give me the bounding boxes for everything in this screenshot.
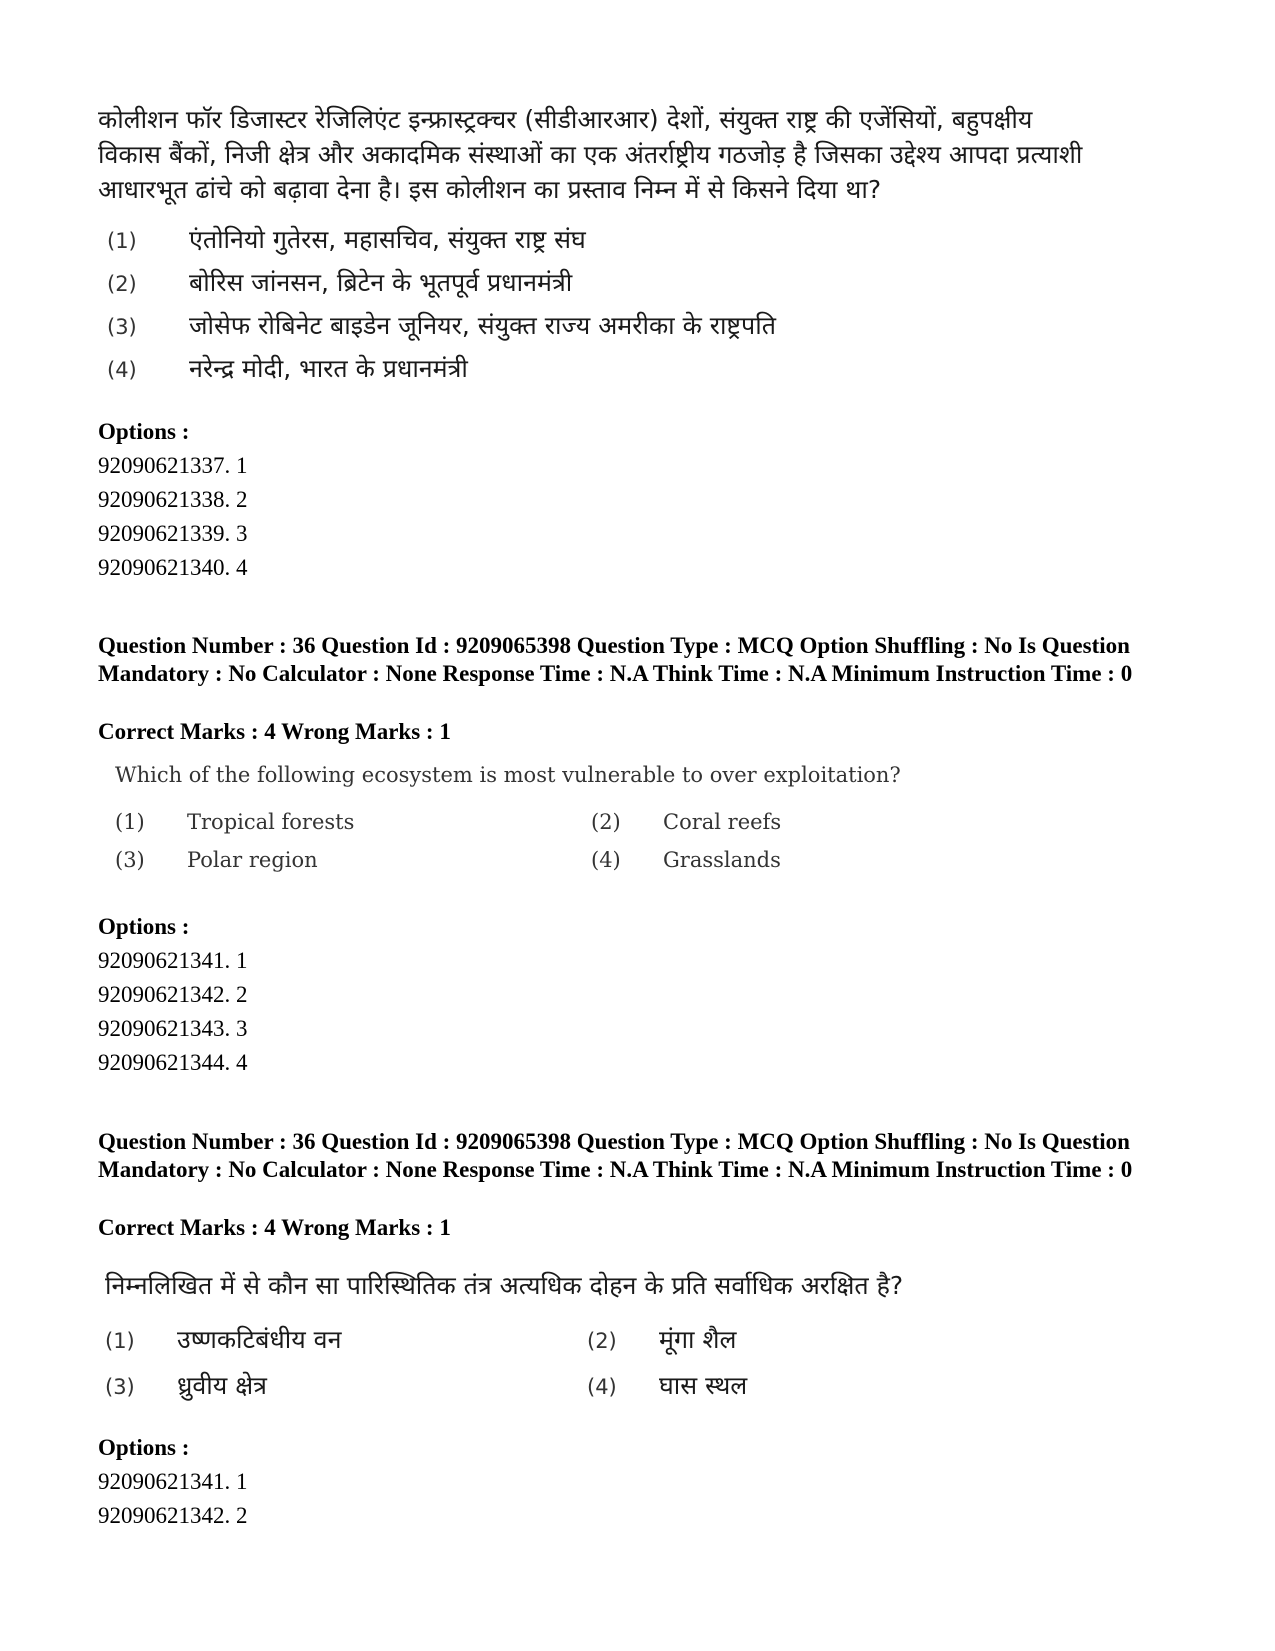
choice-number: (4) [107, 358, 137, 382]
option-line: 92090621344. 4 [98, 1050, 248, 1075]
choice-text: नरेन्द्र मोदी, भारत के प्रधानमंत्री [189, 354, 468, 383]
question-3-marks: Correct Marks : 4 Wrong Marks : 1 [98, 1215, 451, 1240]
option-line: 92090621337. 1 [98, 453, 248, 478]
choice-number: (1) [107, 229, 137, 253]
question-2-text: Which of the following ecosystem is most vulnerable to over exploitation? [115, 763, 901, 787]
choice-item [98, 351, 1205, 394]
choice-number: (3) [107, 315, 137, 339]
options-heading: Options : [98, 419, 190, 444]
question-2-marks: Correct Marks : 4 Wrong Marks : 1 [98, 719, 451, 744]
choice-item [587, 1368, 987, 1402]
choice-text: उष्णकटिबंधीय वन [177, 1325, 342, 1354]
choice-number: (4) [591, 848, 621, 872]
choice-text: Coral reefs [663, 810, 782, 834]
options-heading: Options : [98, 914, 190, 939]
choice-item [115, 848, 591, 872]
choice-item [105, 1322, 587, 1356]
option-line: 92090621339. 3 [98, 521, 248, 546]
option-line: 92090621340. 4 [98, 555, 248, 580]
choice-text: Polar region [187, 848, 318, 872]
choice-text: Tropical forests [187, 810, 355, 834]
choice-text: जोसेफ रोबिनेट बाइडेन जूनियर, संयुक्त राज्य अमरीका के राष्ट्रपति [189, 311, 776, 340]
choice-number: (2) [591, 810, 621, 834]
options-list-1 [98, 415, 1205, 585]
choice-item [98, 308, 1205, 351]
choice-text: Grasslands [663, 848, 781, 872]
choice-number: (1) [105, 1329, 135, 1353]
choice-text: एंतोनियो गुतेरस, महासचिव, संयुक्त राष्ट्र संघ [189, 225, 586, 254]
question-3-text-hindi: निम्नलिखित में से कौन सा पारिस्थितिक तंत्र अत्यधिक दोहन के प्रति सर्वाधिक अरक्षित है? [105, 1271, 904, 1300]
option-line: 92090621341. 1 [98, 948, 248, 973]
choice-number: (2) [587, 1329, 617, 1353]
option-line: 92090621341. 1 [98, 1469, 248, 1494]
option-line: 92090621343. 3 [98, 1016, 248, 1041]
choice-text: मूंगा शैल [659, 1325, 737, 1354]
choice-item [591, 848, 991, 872]
question-3-meta: Question Number : 36 Question Id : 9209065398 Question Type : MCQ Option Shuffling : No Is Question Mandatory : No Calculator : None Response Time : N.A Think Time : N.A Minimum Instruction Time : 0 [98, 1129, 1133, 1182]
choice-item [98, 222, 1205, 265]
option-line: 92090621342. 2 [98, 982, 248, 1007]
choice-item [587, 1322, 987, 1356]
option-line: 92090621342. 2 [98, 1503, 248, 1528]
question-2-choices [115, 810, 1205, 872]
choice-number: (3) [105, 1375, 135, 1399]
question-1-choices [98, 222, 1205, 394]
choice-item [591, 810, 991, 834]
choice-number: (1) [115, 810, 145, 834]
choice-number: (2) [107, 272, 137, 296]
option-line: 92090621338. 2 [98, 487, 248, 512]
choice-number: (4) [587, 1375, 617, 1399]
question-3-choices [105, 1322, 1205, 1402]
options-heading: Options : [98, 1435, 190, 1460]
question-2-meta: Question Number : 36 Question Id : 9209065398 Question Type : MCQ Option Shuffling : No Is Question Mandatory : No Calculator : None Response Time : N.A Think Time : N.A Minimum Instruction Time : 0 [98, 633, 1133, 686]
choice-number: (3) [115, 848, 145, 872]
choice-text: ध्रुवीय क्षेत्र [177, 1371, 267, 1400]
options-list-2 [98, 910, 1205, 1080]
choice-item [115, 810, 591, 834]
choice-text: बोरिस जांनसन, ब्रिटेन के भूतपूर्व प्रधानमंत्री [189, 268, 573, 297]
choice-item [98, 265, 1205, 308]
options-list-3 [98, 1431, 1205, 1533]
choice-item [105, 1368, 587, 1402]
question-1-text-hindi: कोलीशन फॉर डिजास्टर रेजिलिएंट इन्फ्रास्ट्रक्चर (सीडीआरआर) देशों, संयुक्त राष्ट्र की एजेंसियों, बहुपक्षीय विकास बैंकों, निजी क्षेत्र और अकादमिक संस्थाओं का एक अंतर्राष्ट्रीय गठजोड़ है जिसका उद्देश्य आपदा प्रत्याशी आधारभूत ढांचे को बढ़ावा देना है। इस कोलीशन का प्रस्ताव निम्न में से किसने दिया था? [98, 105, 1083, 204]
choice-text: घास स्थल [659, 1371, 748, 1400]
